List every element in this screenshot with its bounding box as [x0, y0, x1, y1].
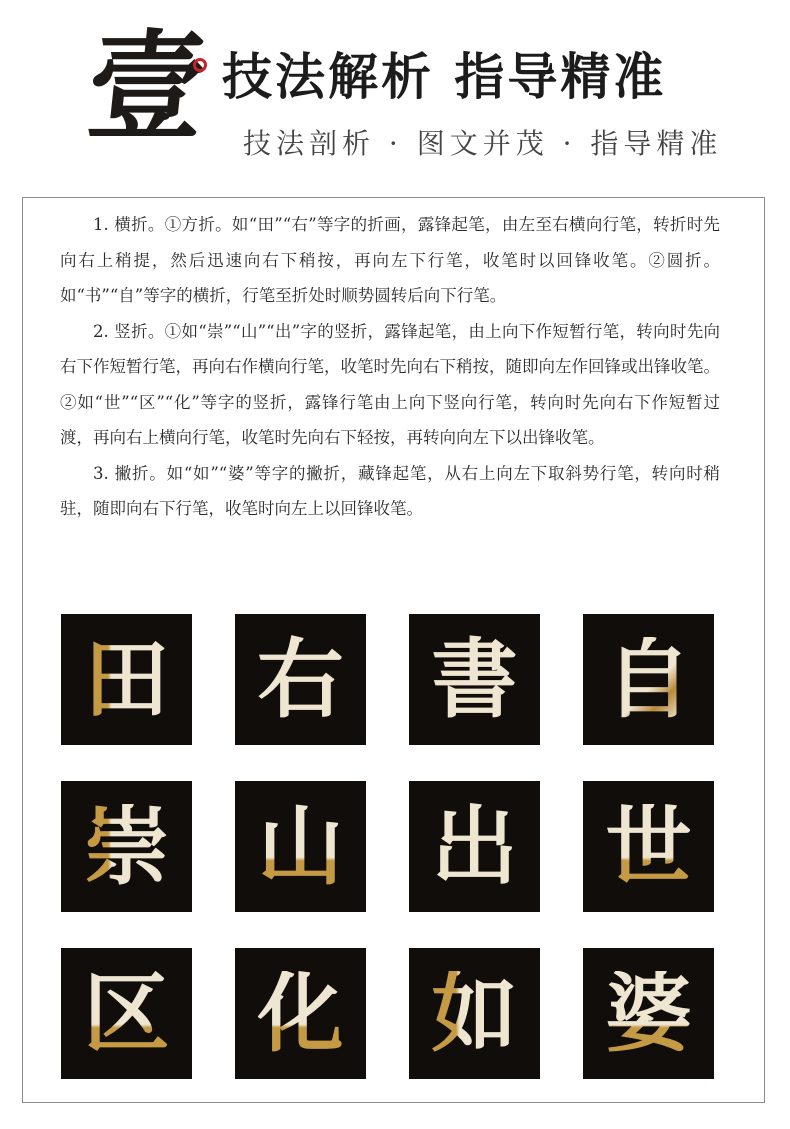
paragraph-horizontal-turn: 1. 横折。①方折。如“田”“右”等字的折画，露锋起笔，由左至右横向行笔，转折时先向右上稍提，然后迅速向右下稍按，再向左下行笔，收笔时以回锋收笔。②圆折。如“书”“自”等字的横折，行笔至折处时顺势圆转后向下行笔。 — [60, 215, 720, 305]
example-tile-you — [235, 614, 366, 745]
example-tile-zi — [583, 614, 714, 745]
example-tile-qu — [61, 948, 192, 1079]
example-char: 出 — [431, 795, 518, 897]
example-tile-chong — [61, 781, 192, 912]
header — [0, 0, 790, 190]
example-tile-chu — [409, 781, 540, 912]
example-char: 区 — [83, 962, 170, 1064]
page-title: 技法解析 指导精准 — [222, 48, 667, 106]
red-circle-mark — [193, 58, 207, 72]
example-char: 婆 — [605, 962, 692, 1064]
example-tile-shu — [409, 614, 540, 745]
paragraph-left-falling-turn: 3. 撇折。如“如”“婆”等字的撇折，藏锋起笔，从右上向左下取斜势行笔，转向时稍驻，随即向右下行笔，收笔时向左上以回锋收笔。 — [60, 463, 720, 518]
example-char: 田 — [83, 628, 170, 730]
example-tile-po — [583, 948, 714, 1079]
example-char: 書 — [431, 628, 518, 730]
example-char: 如 — [431, 962, 518, 1064]
example-char: 崇 — [83, 795, 170, 897]
example-tile-shan — [235, 781, 366, 912]
example-tile-shi — [583, 781, 714, 912]
example-char: 化 — [257, 962, 344, 1064]
example-char: 自 — [605, 628, 692, 730]
page-subtitle: 技法剖析 · 图文并茂 · 指导精准 — [243, 127, 723, 160]
example-char: 右 — [257, 628, 344, 730]
section-number-char: 壹 — [80, 17, 214, 156]
example-char: 山 — [257, 795, 344, 897]
paragraph-vertical-turn: 2. 竖折。①如“崇”“山”“出”字的竖折，露锋起笔，由上向下作短暂行笔，转向时先向右下作短暂行笔，再向右作横向行笔，收笔时先向右下稍按，随即向左作回锋或出锋收笔。②如“世”“区”“化”等字的竖折，露锋行笔由上向下竖向行笔，转向时先向右下作短暂过渡，再向右上横向行笔，收笔时先向右下轻按，再转向向左下以出锋收笔。 — [60, 321, 720, 447]
example-tile-hua — [235, 948, 366, 1079]
example-char: 世 — [605, 795, 692, 897]
example-tile-tian — [61, 614, 192, 745]
example-tile-ru — [409, 948, 540, 1079]
description-text — [60, 207, 720, 527]
